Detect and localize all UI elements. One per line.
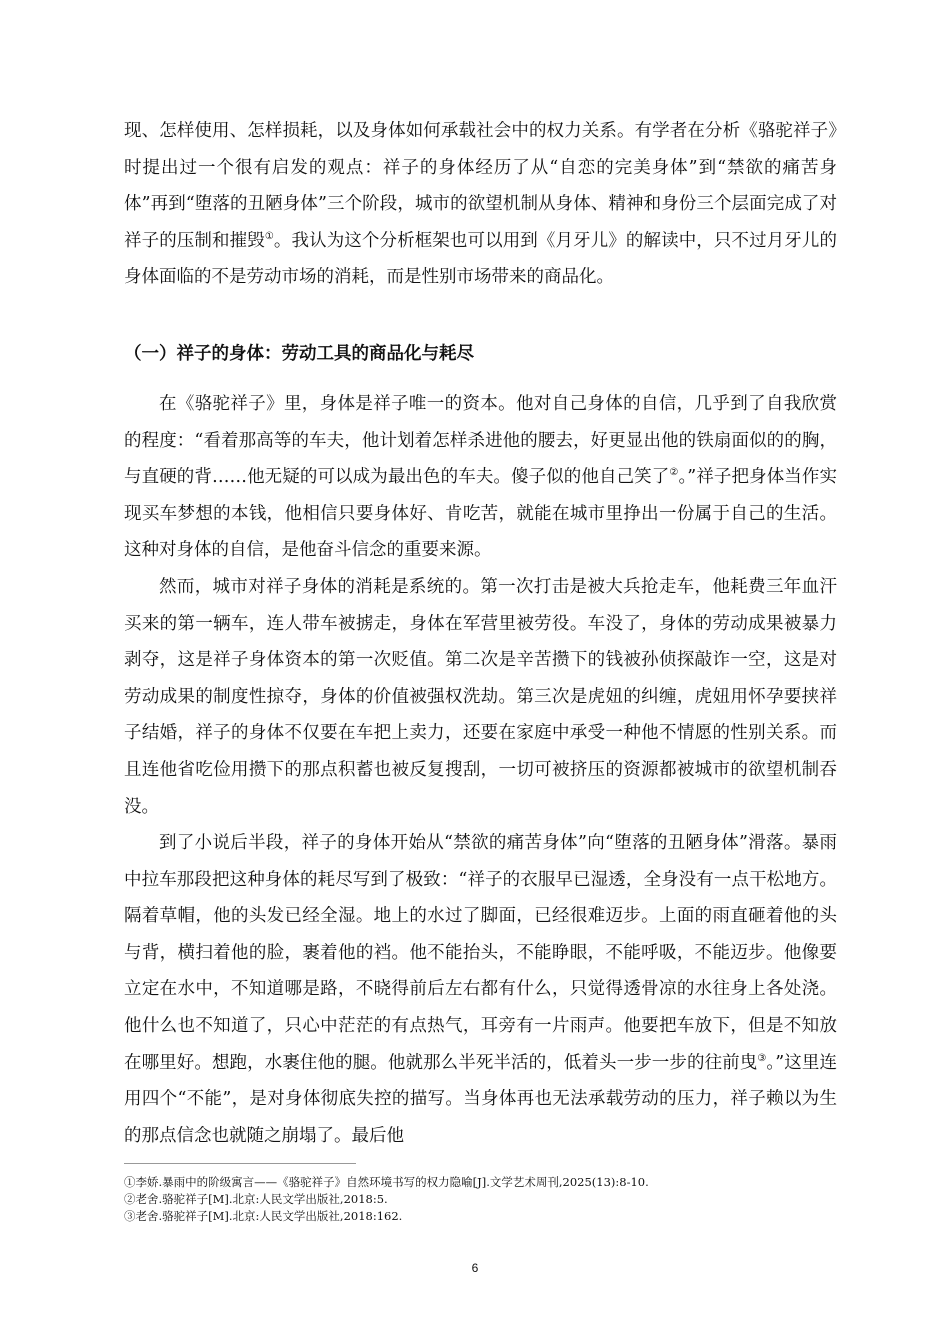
footnote-1: ①李娇.暴雨中的阶级寓言——《骆驼祥子》自然环境书写的权力隐喻[J].文学艺术周刊,2025(13):8-10. (124, 1175, 649, 1189)
footnote-3: ③老舍.骆驼祥子[M].北京:人民文学出版社,2018:162. (124, 1209, 403, 1223)
paragraph-body (124, 825, 837, 1154)
footnote-ref-2[interactable]: ② (669, 467, 679, 479)
page-number: 6 (471, 1261, 479, 1275)
footnotes (124, 1174, 649, 1225)
paragraph-text: 。”祥子把身体当作实现买车梦想的本钱，他相信只要身体好、肯吃苦，就能在城市里挣出一份属于自己的生活。这种对身体的自信，是他奋斗信念的重要来源。 (124, 467, 837, 561)
footnote-divider (124, 1163, 356, 1164)
paragraph-text: 到了小说后半段，祥子的身体开始从“禁欲的痛苦身体”向“堕落的丑陋身体”滑落。暴雨中拉车那段把这种身体的耗尽写到了极致：“祥子的衣服早已湿透，全身没有一点干松地方。隔着草帽，他的头发已经全湿。地上的水过了脚面，已经很难迈步。上面的雨直砸着他的头与背，横扫着他的脸，裹着他的裆。他不能抬头，不能睁眼，不能呼吸，不能迈步。他像要立定在水中，不知道哪是路，不晓得前后左右都有什么，只觉得透骨凉的水往身上各处浇。他什么也不知道了，只心中茫茫的有点热气，耳旁有一片雨声。他要把车放下，但是不知放在哪里好。想跑，水裹住他的腿。他就那么半死半活的，低着头一步一步的往前曳 (124, 833, 837, 1073)
paragraph-text: 现、怎样使用、怎样损耗，以及身体如何承载社会中的权力关系。有学者在分析《骆驼祥子》时提出过一个很有启发的观点：祥子的身体经历了从“自恋的完美身体”到“禁欲的痛苦身体”再到“堕落的丑陋身体”三个阶段，城市的欲望机制从身体、精神和身份三个层面完成了对祥子的压制和摧毁 (124, 121, 837, 251)
section-heading: （一）祥子的身体：劳动工具的商品化与耗尽 (124, 344, 474, 364)
paragraph-text: 。我认为这个分析框架也可以用到《月牙儿》的解读中，只不过月牙儿的身体面临的不是劳动市场的消耗，而是性别市场带来的商品化。 (124, 230, 838, 288)
paragraph-intro (124, 113, 837, 296)
footnote-ref-1[interactable]: ① (264, 230, 274, 242)
paragraph-text: 。”这里连用四个“不能”，是对身体彻底失控的描写。当身体再也无法承载劳动的压力，祥子赖以为生的那点信念也就随之崩塌了。最后他 (124, 1052, 837, 1146)
footnote-ref-3[interactable]: ③ (757, 1052, 767, 1064)
paragraph-body: 然而，城市对祥子身体的消耗是系统的。第一次打击是被大兵抢走车，他耗费三年血汗买来的第一辆车，连人带车被掳走，身体在军营里被劳役。车没了，身体的劳动成果被暴力剥夺，这是祥子身体资本的第一次贬值。第二次是辛苦攒下的钱被孙侦探敲诈一空，这是对劳动成果的制度性掠夺，身体的价值被强权洗劫。第三次是虎妞的纠缠，虎妞用怀孕要挟祥子结婚，祥子的身体不仅要在车把上卖力，还要在家庭中承受一种他不情愿的性别关系。而且连他省吃俭用攒下的那点积蓄也被反复搜刮，一切可被挤压的资源都被城市的欲望机制吞没。 (124, 577, 837, 817)
footnote-2: ②老舍.骆驼祥子[M].北京:人民文学出版社,2018:5. (124, 1192, 388, 1206)
paragraph-body (124, 386, 837, 569)
paragraph-text: 在《骆驼祥子》里，身体是祥子唯一的资本。他对自己身体的自信，几乎到了自我欣赏的程度：“看着那高等的车夫，他计划着怎样杀进他的腰去，好更显出他的铁扇面似的的胸，与直硬的背……他无疑的可以成为最出色的车夫。傻子似的他自己笑了 (124, 394, 837, 488)
